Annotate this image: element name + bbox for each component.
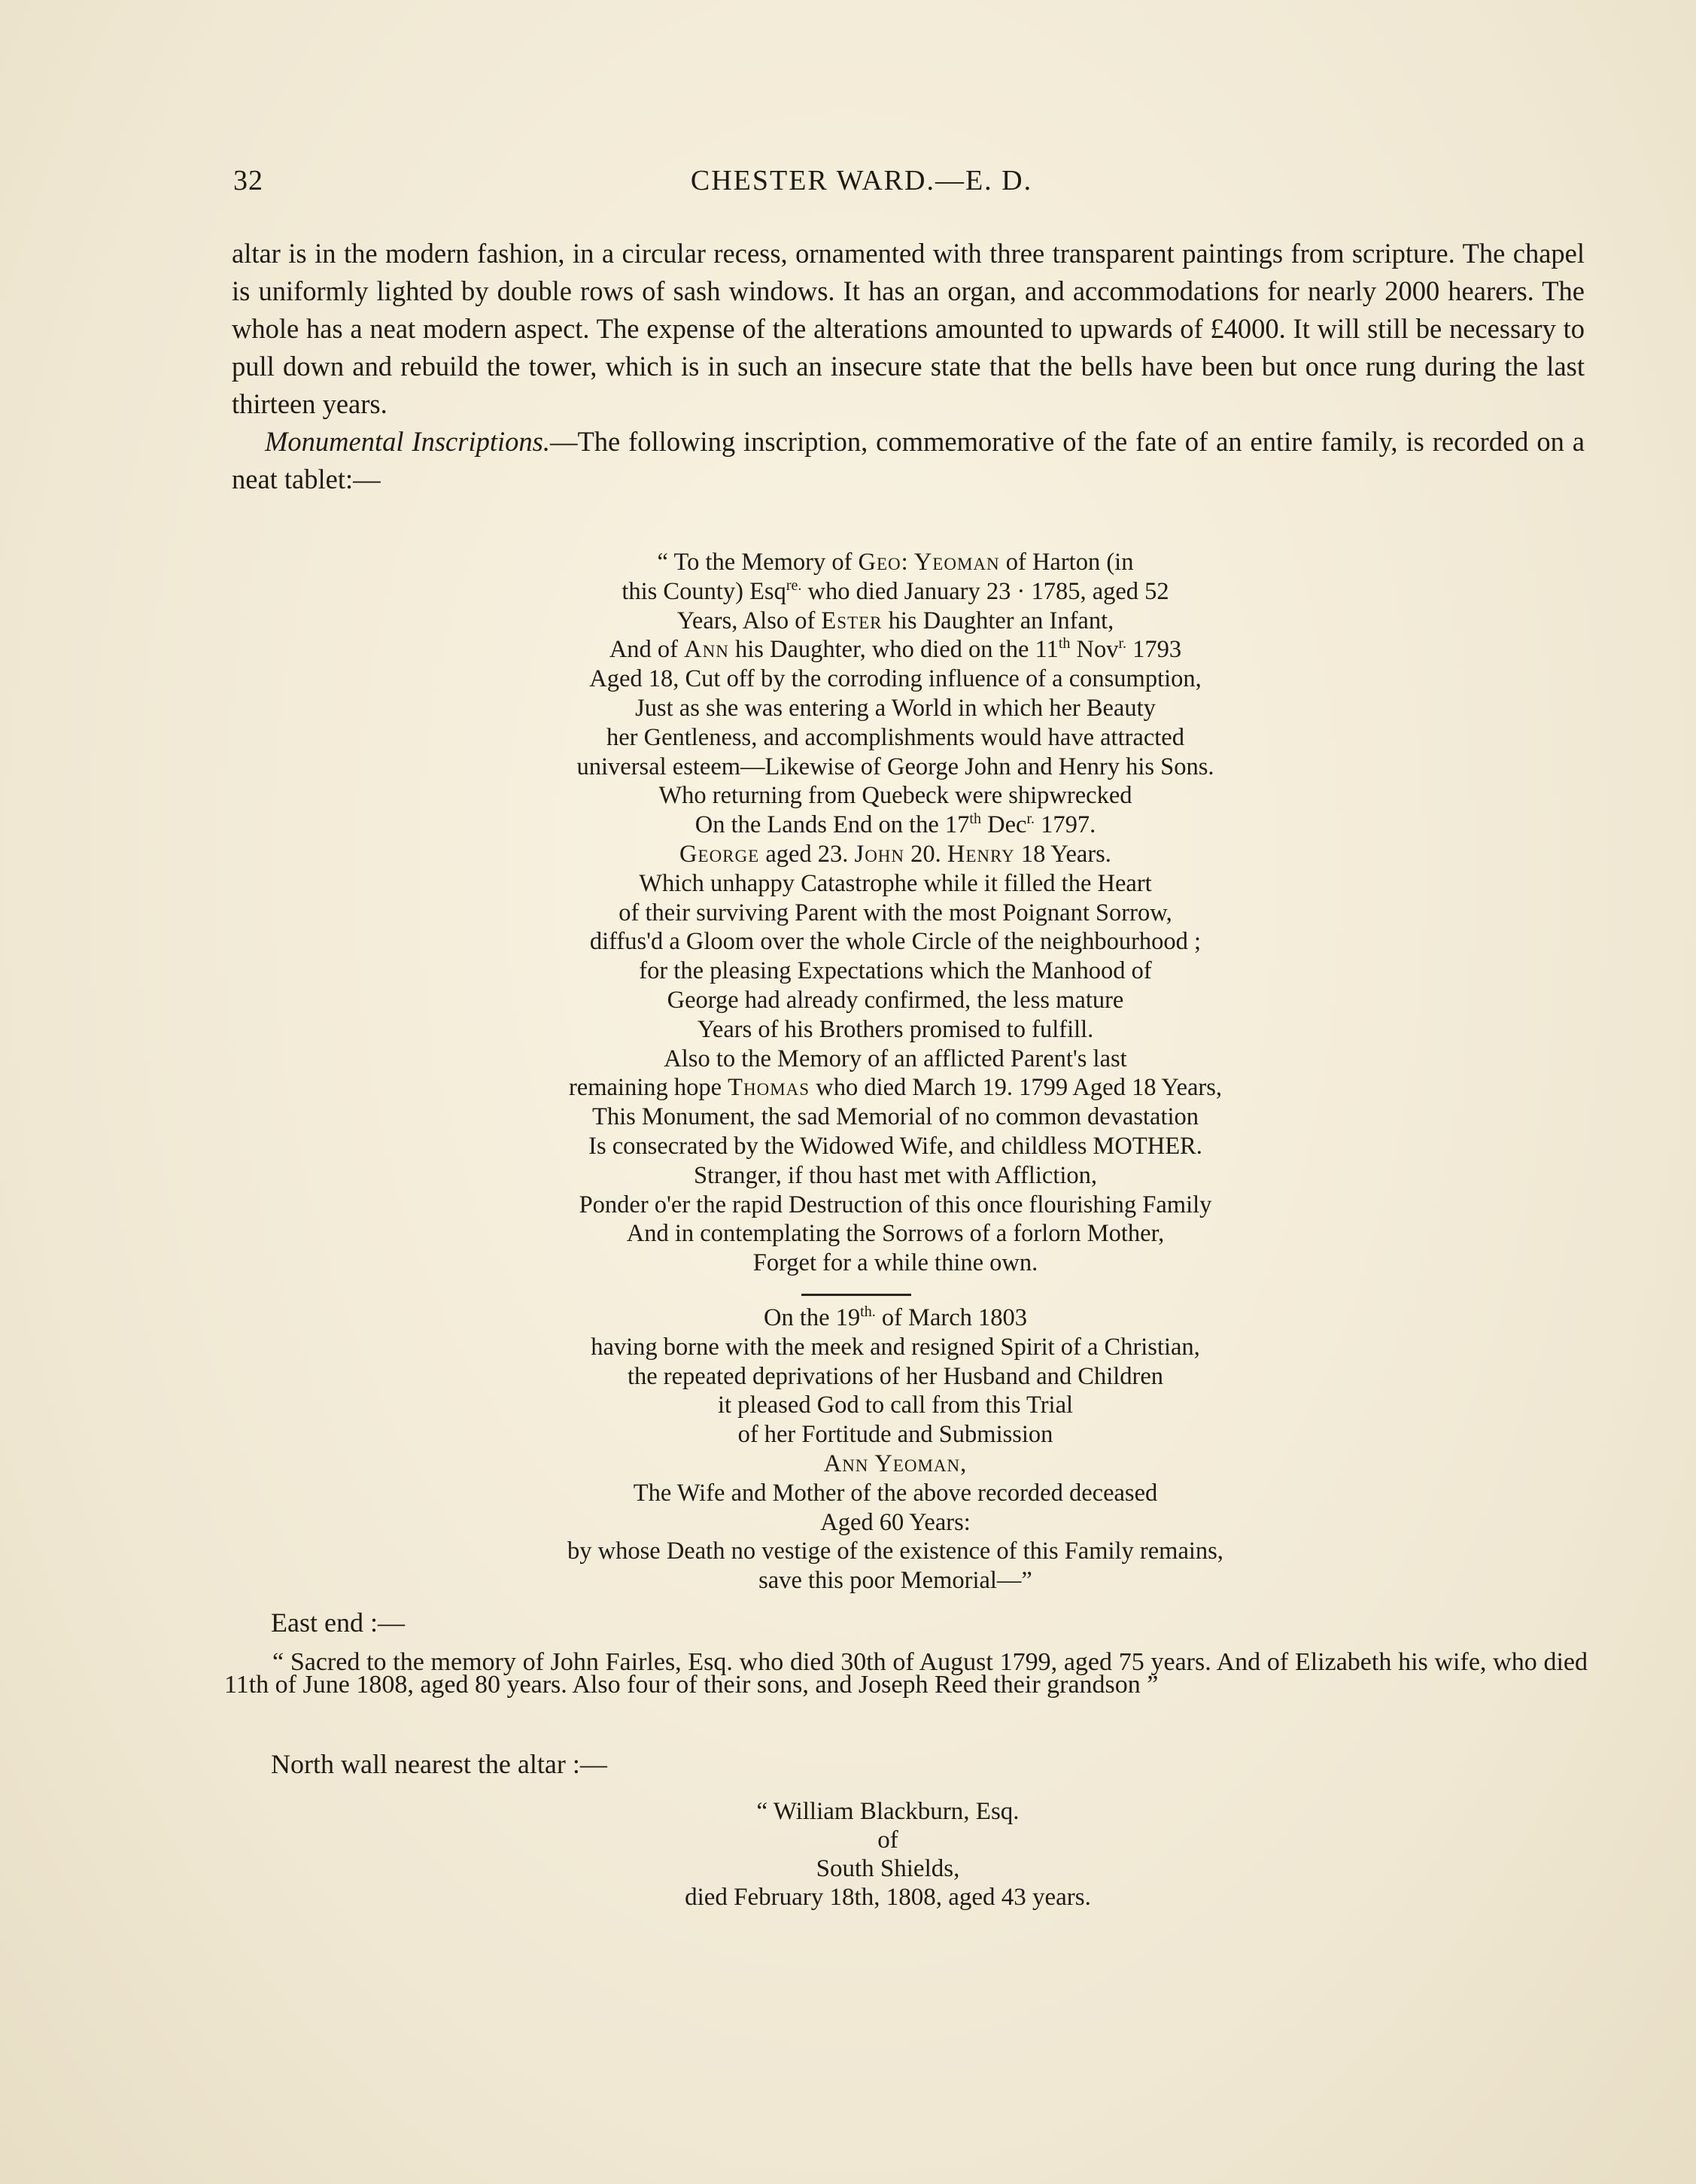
inscription-line: Who returning from Quebeck were shipwrecked [658,782,1132,810]
addendum-inscription [421,1303,1369,1595]
inscription-line: Which unhappy Catastrophe while it filled the Heart [639,869,1152,897]
inscription-name-george: George [679,840,760,868]
inscription-line: of their surviving Parent with the most Poignant Sorrow, [619,899,1172,926]
inscription-line: On the $19^{th.}$ of March 1803 [763,1303,1028,1331]
inscription-name-john: John [854,840,905,868]
inscription-name-ester: Ester [821,607,883,634]
inscription-line: “ To the Memory of Geo: Yeoman of Harton (in [657,549,1134,576]
paragraph-monumental-text: —The following inscription, commemorative of the fate of an entire family, is recorded on a neat tablet:— [232,426,1585,494]
section-heading-monumental-inscriptions: Monumental Inscriptions. [265,426,550,457]
inscription-line: this County) Esq$^{re.}$ who died January 23 · 1785, aged 52 [622,576,1169,605]
inscription-name-yeoman: Yeoman [913,549,1000,576]
tablet-inscription [421,548,1369,1278]
body-text [232,235,1585,498]
page-header [233,164,1685,206]
east-end-inscription: “ Sacred to the memory of John Fairles, Esq. who died 30th of August 1799, aged 75 years. And of Elizabeth his wife, who died 11th of June 1808, aged 80 years. Also four of their sons, and Joseph Reed their grandson ” [224,1648,1588,1699]
inscription-name-geo: Geo [858,549,901,576]
north-wall-inscription [602,1797,1174,1912]
running-title: CHESTER WARD.—E. D. [690,165,1033,196]
inscription-line: having borne with the meek and resigned Spirit of a Christian, [591,1333,1200,1361]
page-number: 32 [233,165,263,196]
inscription-line: Stranger, if thou hast met with Affliction, [693,1161,1098,1189]
inscription-line: And in contemplating the Sorrows of a forlorn Mother, [626,1220,1165,1248]
inscription-line: it pleased God to call from this Trial [717,1392,1074,1419]
inscription-line: Also to the Memory of an afflicted Parent's last [664,1045,1127,1072]
inscription-name-thomas: Thomas [728,1074,810,1102]
inscription-line: This Monument, the sad Memorial of no common devastation [591,1103,1199,1131]
inscription-line: George aged 23. John 20. Henry 18 Years. [679,840,1111,868]
inscription-line: universal esteem—Likewise of George John and Henry his Sons. [576,753,1214,780]
paragraph-monumental-inscriptions [232,423,1585,498]
inscription-line: for the pleasing Expectations which the Manhood of [639,957,1152,985]
inscription-line: of [877,1827,898,1854]
inscription-line: by whose Death no vestige of the existence of this Family remains, [567,1538,1223,1565]
north-wall-label: North wall nearest the altar :— [271,1749,607,1779]
inscription-line: Just as she was entering a World in which her Beauty [635,694,1156,722]
east-end-label: East end :— [271,1608,405,1638]
inscription-line: her Gentleness, and accomplishments would have attracted [606,723,1184,751]
inscription-line: South Shields, [816,1855,960,1882]
inscription-line: Aged 18, Cut off by the corroding influence of a consumption, [589,665,1202,693]
inscription-line: of her Fortitude and Submission [737,1421,1053,1449]
inscription-line: died February 18th, 1808, aged 43 years. [685,1884,1091,1911]
inscription-line: Is consecrated by the Widowed Wife, and childless MOTHER. [588,1132,1202,1160]
inscription-line: diffus'd a Gloom over the whole Circle of the neighbourhood ; [589,928,1202,956]
inscription-line: remaining hope Thomas who died March 19. 1799 Aged 18 Years, [568,1074,1223,1102]
inscription-line: Years, Also of Ester his Daughter an Infant, [676,607,1114,634]
inscription-line: The Wife and Mother of the above recorded deceased [633,1479,1158,1507]
inscription-line: “ William Blackburn, Esq. [756,1798,1020,1825]
paragraph-chapel-description: altar is in the modern fashion, in a circular recess, ornamented with three transparent paintings from scripture. The chapel is uniformly lighted by double rows of sash windows. It has an organ, and accommodations for nearly 2000 hearers. The whole has a neat modern aspect. The expense of the alterations amounted to upwards of £4000. It will still be necessary to pull down and rebuild the tower, which is in such an insecure state that the bells have been but once rung during the last thirteen years. [232,238,1585,419]
inscription-line: Aged 60 Years: [820,1508,971,1536]
inscription-name-ann: Ann [684,636,729,664]
inscription-line: save this poor Memorial—” [758,1567,1032,1595]
inscription-line: And of Ann his Daughter, who died on the 11th Nov$^{r.}$ 1793 [609,635,1182,664]
inscription-line: Years of his Brothers promised to fulfill. [697,1015,1094,1043]
inscription-name-ann-yeoman: Ann Yeoman, [823,1449,968,1477]
inscription-line: Ponder o'er the rapid Destruction of this once flourishing Family [579,1191,1212,1218]
inscription-line: George had already confirmed, the less mature [667,986,1124,1014]
inscription-name-henry: Henry [947,840,1015,868]
inscription-line: On the Lands End on the 17th Dec$^{r.}$ 1797. [695,811,1096,839]
inscription-line: Forget for a while thine own. [752,1249,1038,1277]
separator-rule [801,1294,911,1296]
inscription-line: the repeated deprivations of her Husband and Children [627,1362,1164,1390]
